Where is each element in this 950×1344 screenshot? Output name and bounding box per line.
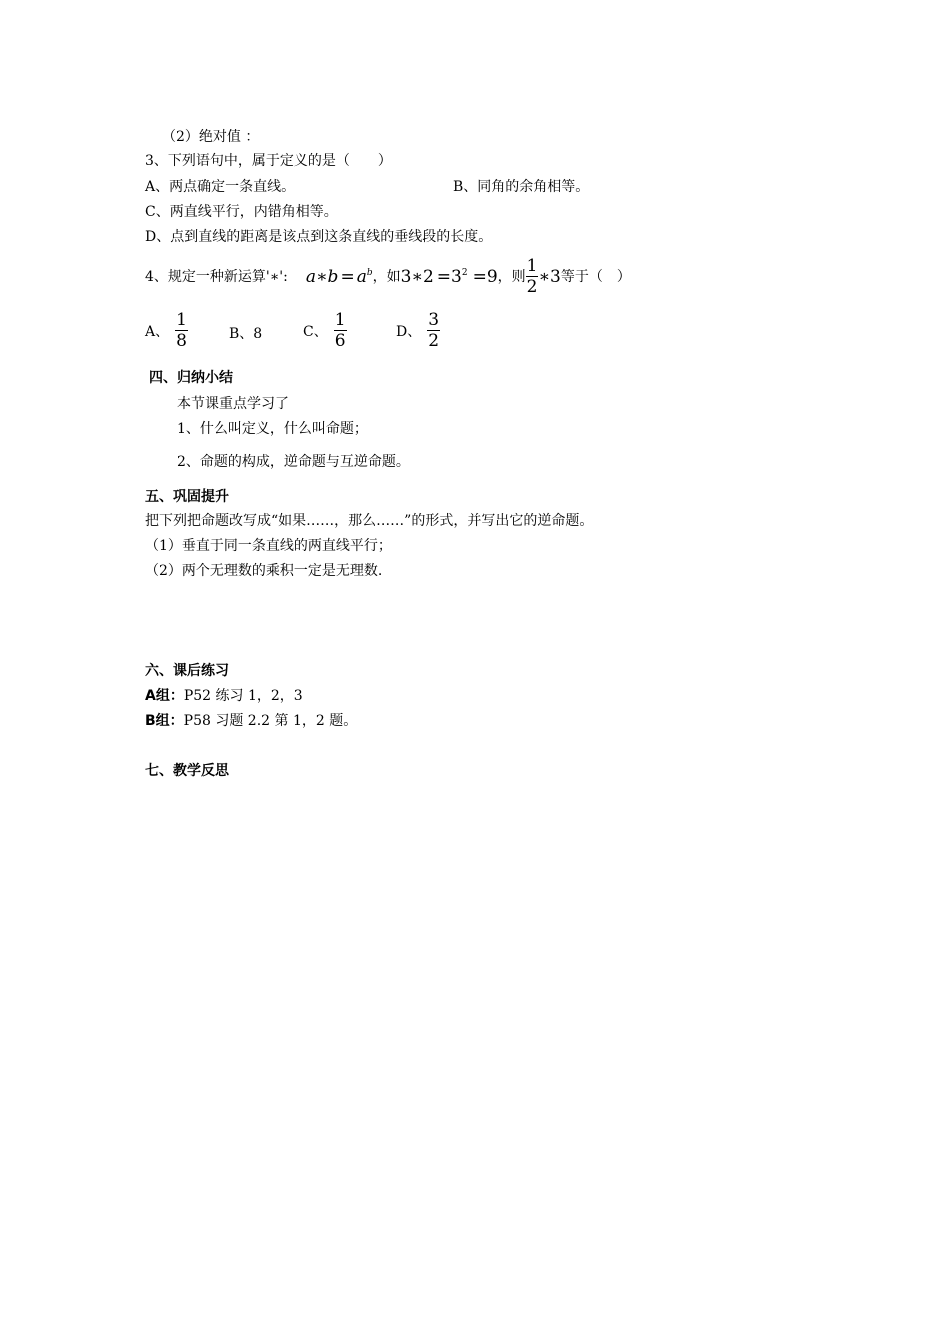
q4-def-b: b: [327, 266, 339, 287]
q4-option-d-numerator: 3: [428, 310, 440, 330]
group-b-label: B组：: [145, 713, 184, 729]
q4-example-eq: =3: [436, 266, 462, 287]
q4-option-c: [303, 310, 347, 351]
q4-example-exp: 2: [461, 267, 468, 278]
q4-option-a-denominator: 8: [176, 331, 187, 351]
group-a-text: P52 练习 1，2，3: [183, 688, 303, 704]
q4-option-c-numerator: 1: [334, 310, 346, 330]
q4-example-rhs: =9: [472, 266, 498, 287]
section6-group-b: [145, 712, 357, 730]
q4-ask-rest: ∗3: [538, 266, 561, 287]
q3-option-a: A、两点确定一条直线。: [145, 179, 296, 195]
q4-def-eq: =: [340, 266, 355, 287]
q4-option-a-fraction: [175, 310, 188, 351]
section7-heading: 七、教学反思: [145, 763, 229, 779]
q4-ask-numerator: 1: [526, 256, 538, 276]
q4-option-a-numerator: 1: [176, 310, 187, 330]
q4-option-b: B、8: [229, 326, 263, 342]
q4-option-a: [145, 310, 188, 351]
q4-option-a-label: A、: [145, 323, 170, 340]
section6-group-a: [145, 687, 303, 705]
q4-stem: [145, 256, 631, 297]
section6-heading: 六、课后练习: [145, 663, 229, 679]
q3-option-d: D、点到直线的距离是该点到这条直线的垂线段的长度。: [145, 229, 493, 245]
section5-item-1: （1）垂直于同一条直线的两直线平行；: [145, 538, 392, 554]
q4-definition: [306, 265, 373, 289]
q4-option-c-fraction: [334, 310, 347, 351]
q3-option-c: C、两直线平行，内错角相等。: [145, 204, 338, 220]
group-b-text: P58 习题 2.2 第 1，2 题。: [183, 713, 358, 729]
q4-example-lhs: 3∗2: [400, 266, 434, 287]
q4-example: [401, 265, 498, 289]
section5-item-2: （2）两个无理数的乘积一定是无理数.: [145, 563, 383, 579]
q4-stem-prefix: 4、规定一种新运算'∗':: [145, 268, 288, 285]
q4-option-d-label: D、: [396, 323, 422, 340]
q4-def-op: ∗: [315, 266, 328, 287]
section4-intro: 本节课重点学习了: [177, 396, 289, 412]
q4-def-exp: b: [366, 267, 373, 278]
q4-def-a: a: [305, 266, 316, 287]
q4-option-d-fraction: [427, 310, 440, 351]
q4-def-base: a: [356, 266, 367, 287]
q4-option-d: [396, 310, 440, 351]
q3-stem: 3、下列语句中，属于定义的是（ ）: [145, 153, 392, 169]
q2-absolute-value-line: （2）绝对值 ：: [162, 129, 260, 145]
section5-heading: 五、巩固提升: [145, 489, 229, 505]
q4-ask-fraction: [526, 256, 539, 297]
section4-item-1: 1、什么叫定义，什么叫命题；: [177, 421, 368, 437]
q4-option-d-denominator: 2: [428, 331, 440, 351]
q4-suffix: 等于（ ）: [560, 268, 631, 285]
q4-ask-denominator: 2: [526, 277, 538, 297]
q3-option-b: B、同角的余角相等。: [453, 179, 590, 195]
q4-option-c-label: C、: [303, 323, 328, 340]
section4-heading: 四、归纳小结: [149, 370, 233, 386]
q4-option-c-denominator: 6: [334, 331, 346, 351]
section4-item-2: 2、命题的构成，逆命题与互逆命题。: [177, 454, 410, 470]
q4-example-prefix: ，如: [372, 268, 401, 285]
group-a-label: A组：: [145, 688, 184, 704]
q4-then: ，则: [497, 268, 526, 285]
section5-instruction: 把下列把命题改写成“如果……，那么……”的形式，并写出它的逆命题。: [145, 513, 594, 529]
